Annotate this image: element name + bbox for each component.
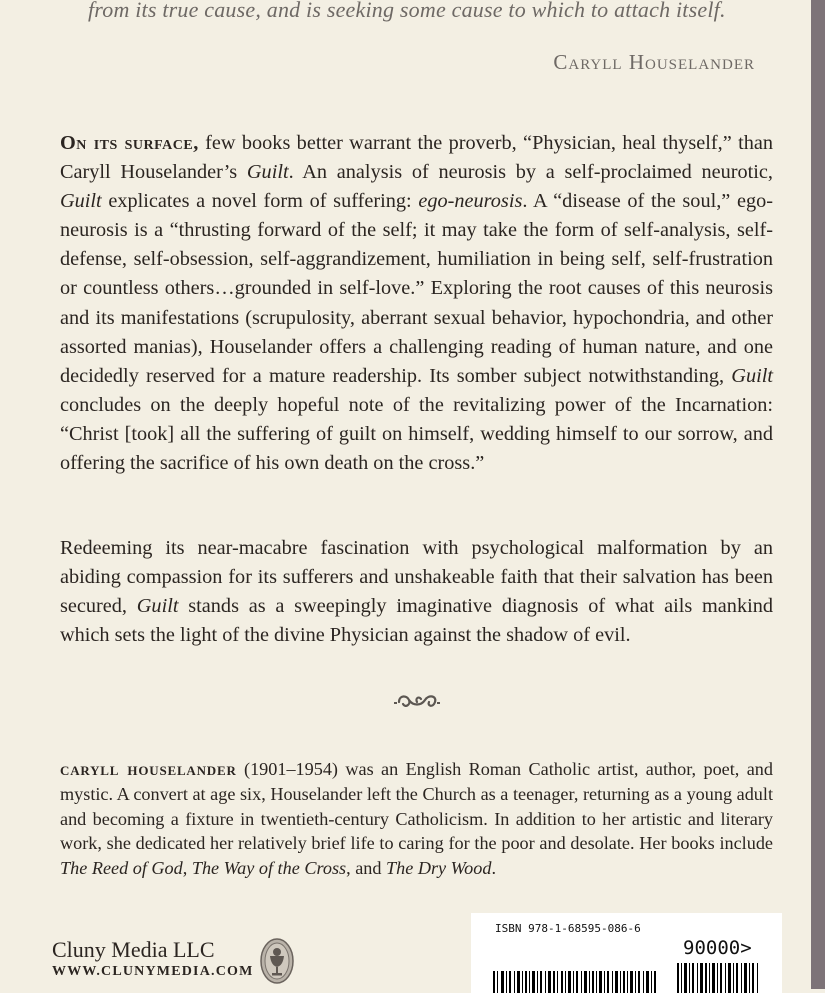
isbn-barcode xyxy=(471,913,782,993)
lead-in: On its surface, xyxy=(60,132,199,154)
description-paragraph-1 xyxy=(60,129,773,478)
book-title: Guilt xyxy=(136,595,179,618)
text-run: , and xyxy=(346,858,387,879)
book-title: Guilt xyxy=(246,161,289,184)
text-run: (1901–1954) was an English Roman Catholic artist, author, poet, and mystic. A convert at age six, Houselander left the Church as a teenager, returning as a young adult and becoming a fixture in twentieth-century Catholicism. In addition to her artistic and literary work, she dedicated her relatively brief life to caring for the poor and desolate. Her books include xyxy=(60,759,773,854)
text-run: . A “disease of the soul,” ego-neurosis is a “thrusting forward of the self; it may take the form of self-analysis, self-defense, self-obsession, self-aggrandizement, humiliation in being self, self-frustration or countless others…grounded in self-love.” Exploring the root causes of this neurosis and its manifestations (scrupulosity, aberrant sexual behavior, hypochondria, and other assorted manias), Houselander offers a challenging reading of human nature, and one decidedly reserved for a mature readership. Its somber subject notwithstanding, xyxy=(60,190,774,387)
isbn-number: ISBN 978-1-68595-086-6 xyxy=(495,922,641,935)
book-spine-edge xyxy=(811,0,825,989)
text-run: , xyxy=(182,858,192,879)
term-ego-neurosis: ego-neurosis xyxy=(418,190,523,213)
text-run: Redeeming its near-macabre fascination with psychological malformation by an abiding compassion for its sufferers and unshakeable faith that their salvation has been secured, xyxy=(60,537,773,618)
text-run: few books better warrant the proverb, “Physician, heal thyself,” than Caryll Houselander’s xyxy=(60,132,773,184)
book-title: Guilt xyxy=(60,190,102,213)
book-title: The Dry Wood xyxy=(386,858,492,879)
book-title: The Way of the Cross xyxy=(191,858,347,879)
author-bio xyxy=(60,757,773,881)
epigraph-quote: from its true cause, and is seeking some cause to which to attach itself. xyxy=(88,0,726,22)
text-run: . An analysis of neurosis by a self-proclaimed neurotic, xyxy=(288,161,773,184)
epigraph-attribution xyxy=(553,50,755,75)
author-name: caryll houselander xyxy=(60,759,237,779)
publisher-block xyxy=(52,937,254,980)
text-run: . xyxy=(491,858,496,879)
text-run: stands as a sweepingly imaginative diagnosis of what ails mankind which sets the light of the divine Physician against the shadow of evil. xyxy=(60,595,773,647)
description-paragraph-2 xyxy=(60,534,773,650)
book-title: Guilt xyxy=(731,364,773,387)
text-run: concludes on the deeply hopeful note of the revitalizing power of the Incarnation: “Christ [took] all the suffering of guilt on himself, wedding himself to our sorrow, and offering the sacrifice of his own death on the cross.” xyxy=(60,393,773,475)
book-title: The Reed of God xyxy=(60,858,183,879)
publisher-logo-medal-icon xyxy=(259,937,295,985)
text-run: explicates a novel form of suffering: xyxy=(101,190,419,213)
fleuron-ornament-icon xyxy=(393,690,441,714)
price-code: 90000> xyxy=(683,937,752,959)
publisher-url[interactable]: WWW.CLUNYMEDIA.COM xyxy=(52,964,254,979)
publisher-name: Cluny Media LLC xyxy=(52,937,215,962)
attribution-name: Caryll Houselander xyxy=(553,50,755,74)
